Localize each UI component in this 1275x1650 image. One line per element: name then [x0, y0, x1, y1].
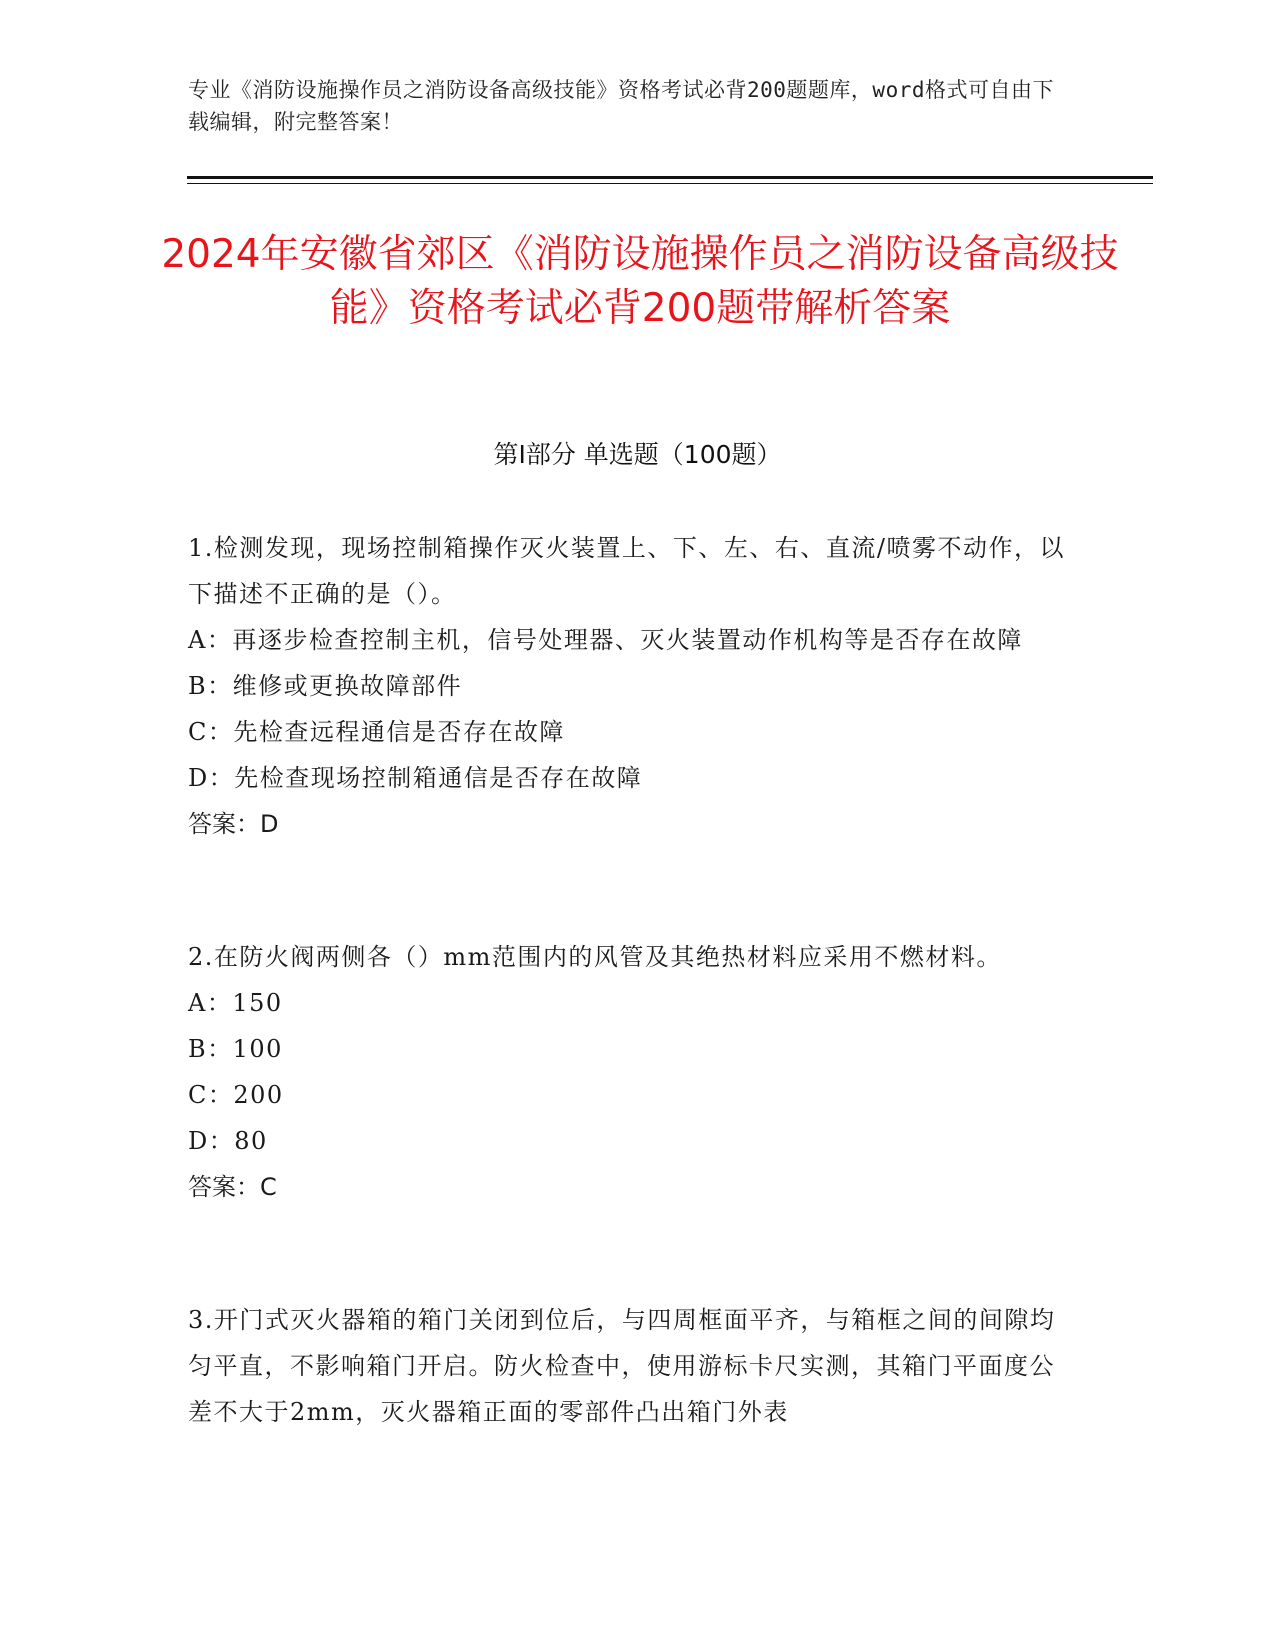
question-stem: 1.检测发现，现场控制箱操作灭火装置上、下、左、右、直流/喷雾不动作，以下描述不正确的是（）。 — [188, 534, 1065, 608]
option-d: D：80 — [188, 1127, 268, 1155]
question-3 — [188, 1297, 1078, 1435]
question-stem: 2.在防火阀两侧各（）mm范围内的风管及其绝热材料应采用不燃材料。 — [188, 943, 1002, 971]
header-divider-thick — [187, 176, 1153, 179]
option-b: B：维修或更换故障部件 — [188, 672, 463, 700]
option-c: C：先检查远程通信是否存在故障 — [188, 718, 565, 746]
question-1 — [188, 525, 1078, 847]
option-c: C：200 — [188, 1081, 284, 1109]
option-a: A：150 — [188, 989, 283, 1017]
question-stem: 3.开门式灭火器箱的箱门关闭到位后，与四周框面平齐，与箱框之间的间隙均匀平直，不影响箱门开启。防火检查中，使用游标卡尺实测，其箱门平面度公差不大于2mm，灭火器箱正面的零部件凸出箱门外表 — [188, 1306, 1056, 1426]
answer: 答案：D — [188, 810, 279, 838]
option-a: A：再逐步检查控制主机，信号处理器、灭火装置动作机构等是否存在故障 — [188, 626, 1023, 654]
section-title: 第Ⅰ部分 单选题（100题） — [493, 440, 782, 469]
option-d: D：先检查现场控制箱通信是否存在故障 — [188, 764, 643, 792]
document-title: 2024年安徽省郊区《消防设施操作员之消防设备高级技能》资格考试必背200题带解析答案 — [161, 232, 1119, 331]
option-b: B：100 — [188, 1035, 283, 1063]
question-2 — [188, 934, 1078, 1210]
answer: 答案：C — [188, 1173, 277, 1201]
header-divider-thin — [187, 183, 1153, 184]
header-note: 专业《消防设施操作员之消防设备高级技能》资格考试必背200题题库，word格式可自由下载编辑，附完整答案！ — [188, 78, 1054, 134]
